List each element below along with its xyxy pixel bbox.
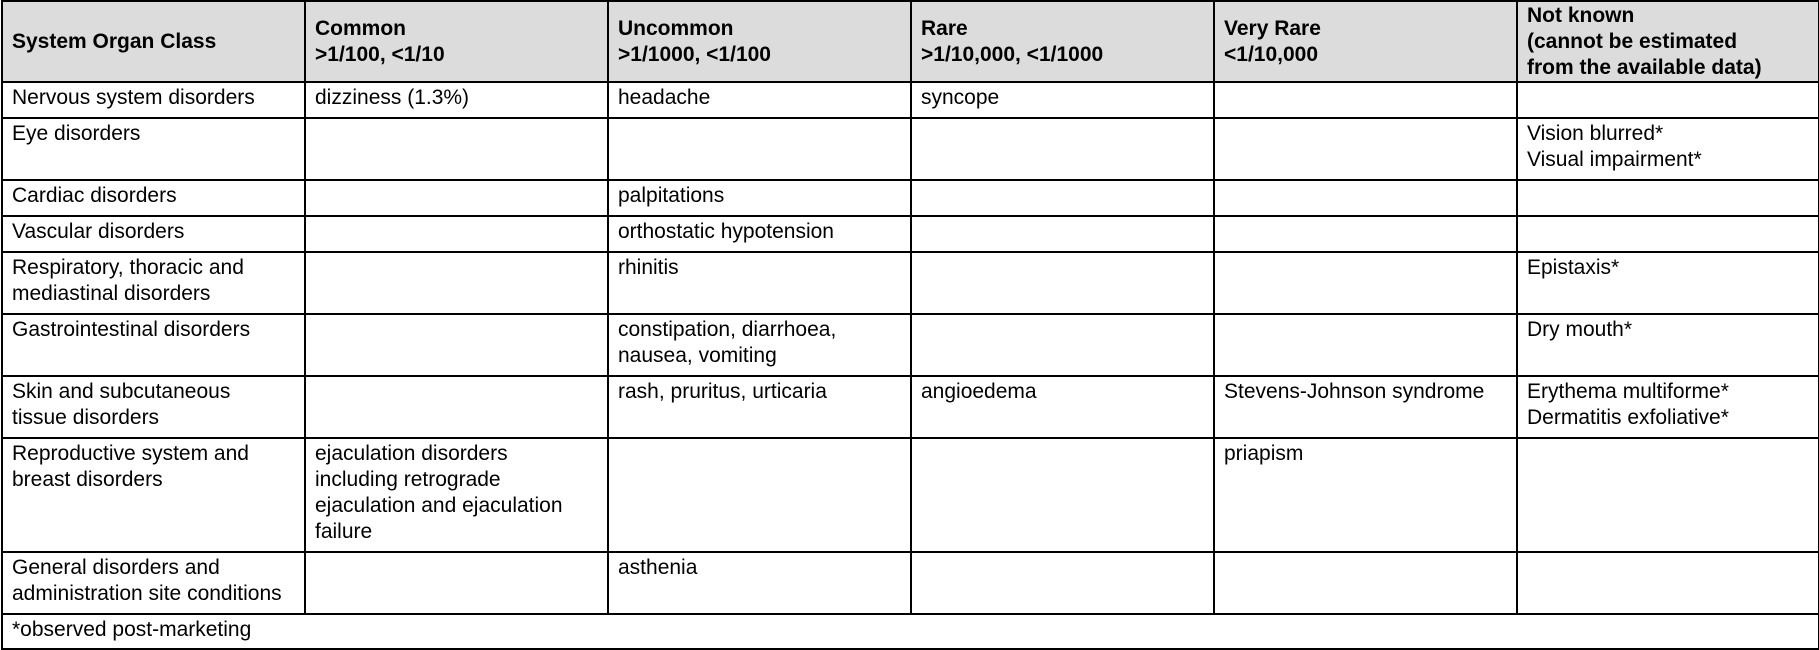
common-cell [305,314,608,376]
cell-line: nausea, vomiting [618,344,777,367]
not-known-cell [1517,314,1819,376]
cell-line: Cardiac disorders [12,184,177,207]
rare-cell [911,552,1214,614]
not-known-cell [1517,438,1819,552]
cell-line: Erythema multiforme* [1527,380,1729,403]
cell-line: Visual impairment* [1527,148,1702,171]
header-line: (cannot be estimated [1527,29,1738,53]
header-common [305,1,608,82]
header-line: >1/100, <1/10 [315,42,445,66]
rare-cell [911,82,1214,118]
system-organ-class-cell [2,376,305,438]
uncommon-cell [608,314,911,376]
rare-cell [911,252,1214,314]
uncommon-cell [608,252,911,314]
header-line: Not known [1527,3,1635,27]
system-organ-class-cell [2,438,305,552]
very-rare-cell [1214,82,1517,118]
rare-cell [911,216,1214,252]
cell-line: Reproductive system and [12,442,249,465]
very-rare-cell [1214,180,1517,216]
system-organ-class-cell [2,314,305,376]
not-known-cell [1517,180,1819,216]
rare-cell [911,118,1214,180]
header-line: Very Rare [1224,16,1321,40]
cell-line: Vascular disorders [12,220,185,243]
table-row [2,252,1819,314]
cell-line: orthostatic hypotension [618,220,834,243]
cell-line: Gastrointestinal disorders [12,318,251,341]
very-rare-cell [1214,252,1517,314]
header-not-known [1517,1,1819,82]
header-uncommon [608,1,911,82]
header-line: Common [315,16,406,40]
cell-line: rash, pruritus, urticaria [618,380,827,403]
common-cell [305,376,608,438]
cell-line: palpitations [618,184,725,207]
adverse-reactions-table [1,0,1819,650]
rare-cell [911,438,1214,552]
rare-cell [911,376,1214,438]
cell-line: Epistaxis* [1527,256,1620,279]
common-cell [305,552,608,614]
table-row [2,118,1819,180]
cell-line: syncope [921,86,1000,109]
uncommon-cell [608,180,911,216]
cell-line: failure [315,520,373,543]
cell-line: ejaculation disorders [315,442,508,465]
rare-cell [911,314,1214,376]
common-cell [305,82,608,118]
cell-line: ejaculation and ejaculation [315,494,563,517]
system-organ-class-cell [2,82,305,118]
cell-line: Nervous system disorders [12,86,255,109]
cell-line: Dermatitis exfoliative* [1527,406,1729,429]
cell-line: dizziness (1.3%) [315,86,470,109]
cell-line: breast disorders [12,468,163,491]
header-line: >1/1000, <1/100 [618,42,771,66]
cell-line: asthenia [618,556,698,579]
footnote: *observed post-marketing [2,614,1819,649]
not-known-cell [1517,82,1819,118]
not-known-cell [1517,118,1819,180]
cell-line: Dry mouth* [1527,318,1633,341]
cell-line: headache [618,86,711,109]
common-cell [305,216,608,252]
uncommon-cell [608,376,911,438]
cell-line: rhinitis [618,256,679,279]
not-known-cell [1517,376,1819,438]
uncommon-cell [608,82,911,118]
system-organ-class-cell [2,180,305,216]
very-rare-cell [1214,118,1517,180]
cell-line: Vision blurred* [1527,122,1664,145]
common-cell [305,252,608,314]
system-organ-class-cell [2,552,305,614]
not-known-cell [1517,216,1819,252]
very-rare-cell [1214,216,1517,252]
uncommon-cell [608,118,911,180]
table-row [2,438,1819,552]
cell-line: General disorders and [12,556,220,579]
not-known-cell [1517,252,1819,314]
header-system-organ-class [2,1,305,82]
uncommon-cell [608,438,911,552]
cell-line: Skin and subcutaneous [12,380,231,403]
uncommon-cell [608,216,911,252]
system-organ-class-cell [2,216,305,252]
not-known-cell [1517,552,1819,614]
header-line: Rare [921,16,968,40]
footnote-row [2,614,1819,649]
header-line: >1/10,000, <1/1000 [921,42,1104,66]
very-rare-cell [1214,552,1517,614]
table-row [2,552,1819,614]
table-body [2,82,1819,614]
cell-line: administration site conditions [12,582,282,605]
rare-cell [911,180,1214,216]
cell-line: including retrograde [315,468,501,491]
cell-line: angioedema [921,380,1037,403]
cell-line: Eye disorders [12,122,141,145]
table-row [2,376,1819,438]
table-row [2,314,1819,376]
very-rare-cell [1214,376,1517,438]
cell-line: Stevens-Johnson syndrome [1224,380,1485,403]
very-rare-cell [1214,438,1517,552]
header-rare [911,1,1214,82]
table-row [2,180,1819,216]
header-line: <1/10,000 [1224,42,1319,66]
cell-line: constipation, diarrhoea, [618,318,837,341]
table-row [2,82,1819,118]
uncommon-cell [608,552,911,614]
cell-line: priapism [1224,442,1304,465]
header-line: from the available data) [1527,55,1762,79]
header-row [2,1,1819,82]
header-line: Uncommon [618,16,734,40]
cell-line: mediastinal disorders [12,282,211,305]
header-line: System Organ Class [12,29,217,53]
very-rare-cell [1214,314,1517,376]
system-organ-class-cell [2,252,305,314]
table-row [2,216,1819,252]
common-cell [305,438,608,552]
common-cell [305,118,608,180]
cell-line: tissue disorders [12,406,160,429]
system-organ-class-cell [2,118,305,180]
common-cell [305,180,608,216]
cell-line: Respiratory, thoracic and [12,256,244,279]
header-very-rare [1214,1,1517,82]
